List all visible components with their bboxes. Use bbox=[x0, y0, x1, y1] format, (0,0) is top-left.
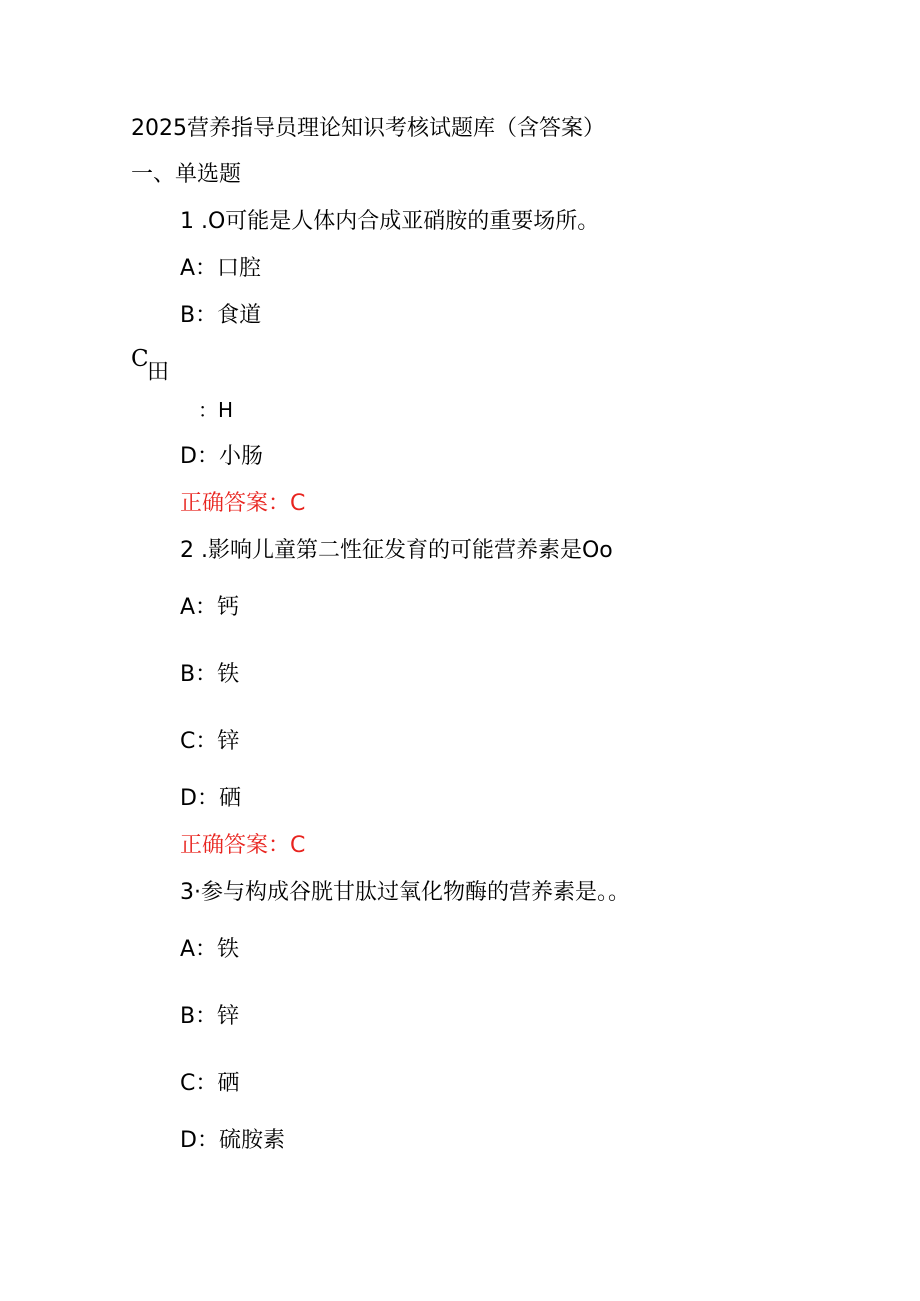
question-1-option-d: D：小肠 bbox=[180, 444, 263, 469]
question-3-stem: 3·参与构成谷胱甘肽过氧化物酶的营养素是。。 bbox=[180, 880, 630, 905]
question-2-option-b: B：铁 bbox=[180, 662, 240, 687]
document-title: 2025营养指导员理论知识考核试题库（含答案） bbox=[131, 116, 605, 141]
question-2-stem: 2 .影响儿童第二性征发育的可能营养素是Oo bbox=[180, 538, 613, 563]
question-3-option-b: B：锌 bbox=[180, 1004, 240, 1029]
question-1-option-b: B：食道 bbox=[180, 303, 262, 328]
question-2-option-a: A：钙 bbox=[180, 595, 240, 620]
section-heading: 一、单选题 bbox=[131, 162, 242, 187]
question-1-option-c-tail: ：H bbox=[198, 398, 234, 422]
question-1-option-c-letter: C bbox=[131, 346, 149, 372]
question-1-option-a: A：口腔 bbox=[180, 256, 262, 281]
question-1-option-c-char: 田 bbox=[147, 360, 170, 385]
question-2-answer: 正确答案：C bbox=[180, 833, 306, 858]
question-1-answer: 正确答案：C bbox=[180, 491, 306, 516]
question-1-stem: 1 .O可能是人体内合成亚硝胺的重要场所。 bbox=[180, 209, 600, 234]
question-2-option-d: D：硒 bbox=[180, 786, 241, 811]
question-2-option-c: C：锌 bbox=[180, 729, 240, 754]
question-3-option-c: C：硒 bbox=[180, 1071, 240, 1096]
question-3-option-a: A：铁 bbox=[180, 937, 240, 962]
question-3-option-d: D：硫胺素 bbox=[180, 1128, 285, 1153]
